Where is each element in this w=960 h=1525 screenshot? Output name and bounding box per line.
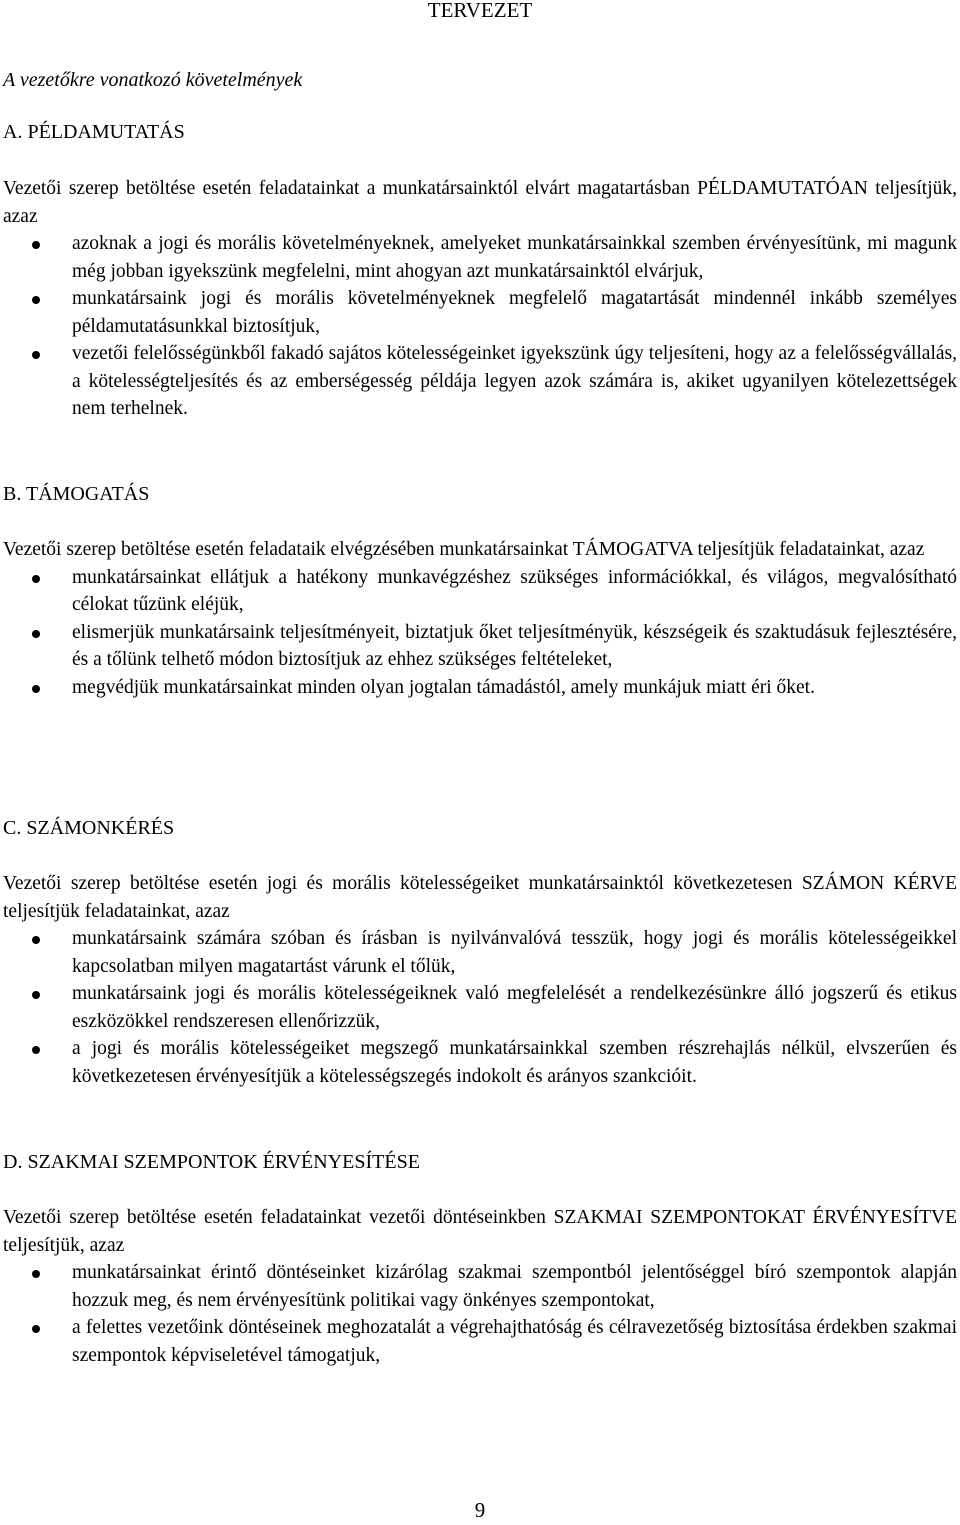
bullet-icon xyxy=(32,991,40,999)
list-item-text: munkatársainkat ellátjuk a hatékony munkavégzéshez szükséges információkkal, és világos, megvalósítható célokat tűzünk eléjük, xyxy=(72,566,957,615)
list-item xyxy=(3,564,957,619)
page-number: 9 xyxy=(474,1498,486,1522)
bullet-icon xyxy=(32,241,40,249)
list-item xyxy=(3,1314,957,1369)
section-intro: Vezetői szerep betöltése esetén feladatainkat vezetői döntéseinkben SZAKMAI SZEMPONTOKAT ÉRVÉNYESÍTVE teljesítjük, azaz xyxy=(3,1207,957,1256)
list-item-text: megvédjük munkatársainkat minden olyan jogtalan támadástól, amely munkájuk miatt éri őket. xyxy=(72,676,815,698)
list-item xyxy=(3,619,957,674)
list-item xyxy=(3,674,957,702)
list-item-text: munkatársaink számára szóban és írásban is nyilvánvalóvá tesszük, hogy jogi és morális kötelességeikkel kapcsolatban milyen magatartást várunk el tőlük, xyxy=(72,928,957,977)
bullet-icon xyxy=(32,1325,40,1333)
list-item-text: munkatársaink jogi és morális kötelességeiknek való megfelelését a rendelkezésünkre álló jogszerű és etikus eszközökkel rendszeresen ellenőrizzük, xyxy=(72,983,957,1032)
list-item-text: a felettes vezetőink döntéseinek meghozatalát a végrehajthatóság és célravezetőség biztosítása érdekben szakmai szempontok képviseletével támogatjuk, xyxy=(72,1317,957,1366)
section-a xyxy=(3,119,957,423)
bullet-list xyxy=(3,1259,957,1369)
list-item xyxy=(3,1259,957,1314)
list-item-text: elismerjük munkatársaink teljesítményeit, biztatjuk őket teljesítményük, készségeik és szaktudásuk fejlesztésére, és a tőlünk telhető módon biztosítjuk az ehhez szükséges feltételeket, xyxy=(72,621,957,670)
bullet-icon xyxy=(32,685,40,693)
bullet-icon xyxy=(32,630,40,638)
bullet-icon xyxy=(32,1270,40,1278)
list-item-text: munkatársaink jogi és morális követelményeknek megfelelő magatartását mindennél inkább személyes példamutatásunkkal biztosítjuk, xyxy=(72,288,957,337)
list-item-text: vezetői felelősségünkből fakadó sajátos kötelességeinket igyekszünk úgy teljesíteni, hogy az a felelősségvállalás, a kötelességteljesítés és az emberségesség példája legyen azok számára is, akiket ugyanilyen kötelezettségek nem terhelnek. xyxy=(72,343,957,419)
list-item xyxy=(3,925,957,980)
section-intro: Vezetői szerep betöltése esetén feladataik elvégzésében munkatársainkat TÁMOGATVA teljesítjük feladatainkat, azaz xyxy=(3,539,925,560)
list-item xyxy=(3,285,957,340)
section-title: D. SZAKMAI SZEMPONTOK ÉRVÉNYESÍTÉSE xyxy=(3,1151,420,1173)
bullet-list xyxy=(3,564,957,702)
list-item-text: munkatársainkat érintő döntéseinket kizárólag szakmai szempontból jelentőséggel bíró szempontok alapján hozzuk meg, és nem érvényesítünk politikai vagy önkényes szempontokat, xyxy=(72,1262,957,1311)
section-b xyxy=(3,481,957,701)
section-intro: Vezetői szerep betöltése esetén feladatainkat a munkatársainktól elvárt magatartásban PÉLDAMUTATÓAN teljesítjük, azaz xyxy=(3,178,957,227)
bullet-icon xyxy=(32,351,40,359)
list-item xyxy=(3,1035,957,1090)
bullet-list xyxy=(3,925,957,1090)
section-title: C. SZÁMONKÉRÉS xyxy=(3,817,175,839)
bullet-icon xyxy=(32,936,40,944)
bullet-list xyxy=(3,230,957,423)
list-item xyxy=(3,980,957,1035)
list-item-text: azoknak a jogi és morális követelményeknek, amelyeket munkatársainkkal szemben érvényesítünk, mi magunk még jobban igyekszünk megfelelni, mint ahogyan azt munkatársainktól elvárjuk, xyxy=(72,233,957,282)
bullet-icon xyxy=(32,575,40,583)
document-header-title: TERVEZET xyxy=(427,0,533,22)
section-title: B. TÁMOGATÁS xyxy=(3,483,150,505)
document-subtitle: A vezetőkre vonatkozó követelmények xyxy=(3,69,303,91)
list-item-text: a jogi és morális kötelességeiket megszegő munkatársainkkal szemben részrehajlás nélkül, elvszerűen és következetesen érvényesítjük a kötelességszegés indokolt és arányos szankcióit. xyxy=(72,1038,957,1087)
section-intro: Vezetői szerep betöltése esetén jogi és morális kötelességeiket munkatársainktól következetesen SZÁMON KÉRVE teljesítjük feladatainkat, azaz xyxy=(3,873,957,922)
bullet-icon xyxy=(32,296,40,304)
section-c xyxy=(3,815,957,1090)
list-item xyxy=(3,340,957,423)
section-title: A. PÉLDAMUTATÁS xyxy=(3,121,185,143)
section-d xyxy=(3,1149,957,1369)
bullet-icon xyxy=(32,1046,40,1054)
list-item xyxy=(3,230,957,285)
